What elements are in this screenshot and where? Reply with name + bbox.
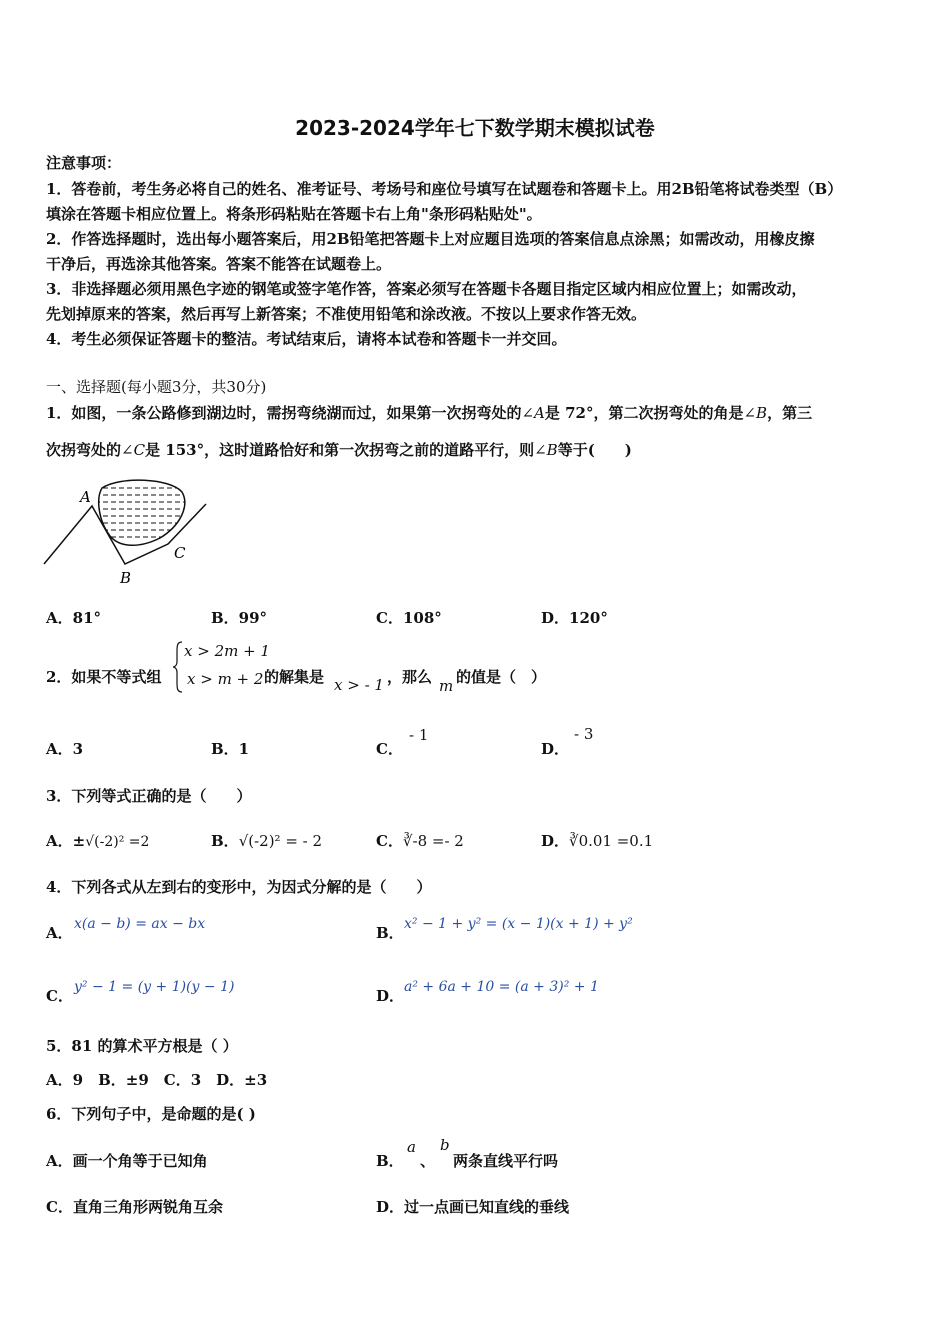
q1-text: 是 72°，第二次拐弯处的角是 xyxy=(544,404,744,422)
q1-road-figure xyxy=(40,474,220,588)
q1-stem-line1 xyxy=(46,402,812,423)
section-heading: 一、选择题(每小题3分，共30分) xyxy=(46,378,267,396)
q3-stem: 3．下列等式正确的是（ ） xyxy=(46,787,252,805)
q6-sep: 、 xyxy=(420,1152,436,1170)
q2-option-d-value: - 3 xyxy=(574,725,594,743)
q1-option-a[interactable]: A．81° xyxy=(46,609,102,627)
q3-option-a[interactable] xyxy=(46,830,149,851)
q1-angle-b: ∠B xyxy=(743,404,768,422)
q2-brace xyxy=(172,640,184,694)
q2-var-m: m xyxy=(439,677,454,695)
q3-option-d[interactable] xyxy=(541,830,653,851)
q3-option-a-expr: √(-2)² =2 xyxy=(85,834,150,850)
q2-option-d-label: D． xyxy=(541,740,570,758)
q4-option-a[interactable]: A． xyxy=(46,924,73,942)
q4-option-c-expr: y² − 1 = (y + 1)(y − 1) xyxy=(74,979,235,995)
notice-line: 1．答卷前，考生务必将自己的姓名、准考证号、考场号和座位号填写在试题卷和答题卡上。用2B铅笔将试卷类型（B） xyxy=(46,180,843,198)
lake-outline xyxy=(99,480,185,545)
q4-option-d[interactable]: D． xyxy=(376,987,405,1005)
q2-inequality-2: x > m + 2 xyxy=(187,670,264,688)
q1-option-c[interactable]: C．108° xyxy=(376,609,442,627)
q1-text: 等于( ) xyxy=(557,441,632,459)
q1-text: 是 153°，这时道路恰好和第一次拐弯之前的道路平行，则 xyxy=(145,441,535,459)
lake-hatching xyxy=(95,488,190,537)
q1-text: 1．如图，一条公路修到湖边时，需拐弯绕湖而过，如果第一次拐弯处的 xyxy=(46,404,522,422)
q2-solution: x > - 1 xyxy=(334,676,384,694)
q4-stem: 4．下列各式从左到右的变形中，为因式分解的是（ ） xyxy=(46,878,432,896)
q2-inequality-1: x > 2m + 1 xyxy=(184,642,270,660)
q1-option-b[interactable]: B．99° xyxy=(211,609,268,627)
q2-suffix: 的值是（ ） xyxy=(456,668,547,686)
q1-angle-b2: ∠B xyxy=(534,441,558,459)
q4-option-d-expr: a² + 6a + 10 = (a + 3)² + 1 xyxy=(404,979,599,995)
notice-line: 先划掉原来的答案，然后再写上新答案；不准使用铅笔和涂改液。不按以上要求作答无效。 xyxy=(46,305,647,323)
q3-option-b[interactable] xyxy=(211,830,322,851)
q3-option-c-expr: ∛-8 =- 2 xyxy=(402,832,464,850)
q3-option-c[interactable] xyxy=(376,830,464,851)
q1-stem-line2 xyxy=(46,439,632,460)
page-title: 2023-2024学年七下数学期末模拟试卷 xyxy=(295,116,655,140)
q2-option-a[interactable]: A．3 xyxy=(46,740,84,758)
q6-option-c[interactable]: C．直角三角形两锐角互余 xyxy=(46,1198,223,1216)
q4-option-c[interactable]: C． xyxy=(46,987,73,1005)
notice-line: 填涂在答题卡相应位置上。将条形码粘贴在答题卡右上角"条形码粘贴处"。 xyxy=(46,205,542,223)
q2-option-c[interactable] xyxy=(376,738,403,759)
q2-mid2: ，那么 xyxy=(387,668,433,686)
notice-line: 3．非选择题必须用黑色字迹的钢笔或签字笔作答，答案必须写在答题卡各题目指定区域内相应位置上；如需改动， xyxy=(46,280,807,298)
q2-option-d[interactable] xyxy=(541,738,569,759)
notice-line: 干净后，再选涂其他答案。答案不能答在试题卷上。 xyxy=(46,255,392,273)
q2-option-b[interactable]: B．1 xyxy=(211,740,250,758)
q6-option-b-label: B． xyxy=(376,1152,404,1170)
q4-option-a-expr: x(a − b) = ax − bx xyxy=(74,916,206,932)
q6-option-b[interactable] xyxy=(376,1150,404,1171)
fig-label-c: C xyxy=(174,544,186,562)
notice-line: 2．作答选择题时，选出每小题答案后，用2B铅笔把答题卡上对应题目选项的答案信息点涂黑；如需改动，用橡皮擦 xyxy=(46,230,815,248)
q5-stem: 5．81 的算术平方根是（ ） xyxy=(46,1037,238,1055)
q2-option-c-label: C． xyxy=(376,740,403,758)
q6-option-d[interactable]: D．过一点画已知直线的垂线 xyxy=(376,1198,570,1216)
q1-angle-a: ∠A xyxy=(521,404,545,422)
q1-text: ，第三 xyxy=(767,404,813,422)
q6-var-b: b xyxy=(440,1136,450,1154)
q6-var-a: a xyxy=(407,1138,416,1156)
q3-option-d-label: D． xyxy=(541,832,570,850)
q3-option-c-label: C． xyxy=(376,832,403,850)
q2-mid: 的解集是 xyxy=(264,668,325,686)
q3-option-b-expr: √(-2)² = - 2 xyxy=(238,832,323,850)
q3-option-d-expr: ∛0.01 =0.1 xyxy=(569,832,654,850)
q6-option-a[interactable]: A．画一个角等于已知角 xyxy=(46,1152,208,1170)
q1-option-d[interactable]: D．120° xyxy=(541,609,608,627)
fig-label-a: A xyxy=(80,488,91,506)
q1-text: 次拐弯处的 xyxy=(46,441,122,459)
q1-angle-c: ∠C xyxy=(121,441,146,459)
fig-label-b: B xyxy=(120,569,132,587)
q6-stem: 6．下列句子中，是命题的是( ) xyxy=(46,1105,256,1123)
q2-option-c-value: - 1 xyxy=(409,726,429,744)
notice-line: 4．考生必须保证答题卡的整洁。考试结束后，请将本试卷和答题卡一并交回。 xyxy=(46,330,567,348)
q4-option-b[interactable]: B． xyxy=(376,924,404,942)
notice-heading: 注意事项： xyxy=(46,154,122,172)
q6-option-b-text: 两条直线平行吗 xyxy=(453,1152,559,1170)
q3-option-a-label: A．± xyxy=(46,832,86,850)
q3-option-b-label: B． xyxy=(211,832,239,850)
q4-option-b-expr: x² − 1 + y² = (x − 1)(x + 1) + y² xyxy=(404,916,633,932)
q5-options[interactable]: A．9 B．±9 C．3 D．±3 xyxy=(46,1071,268,1089)
q2-prefix: 2．如果不等式组 xyxy=(46,668,162,686)
